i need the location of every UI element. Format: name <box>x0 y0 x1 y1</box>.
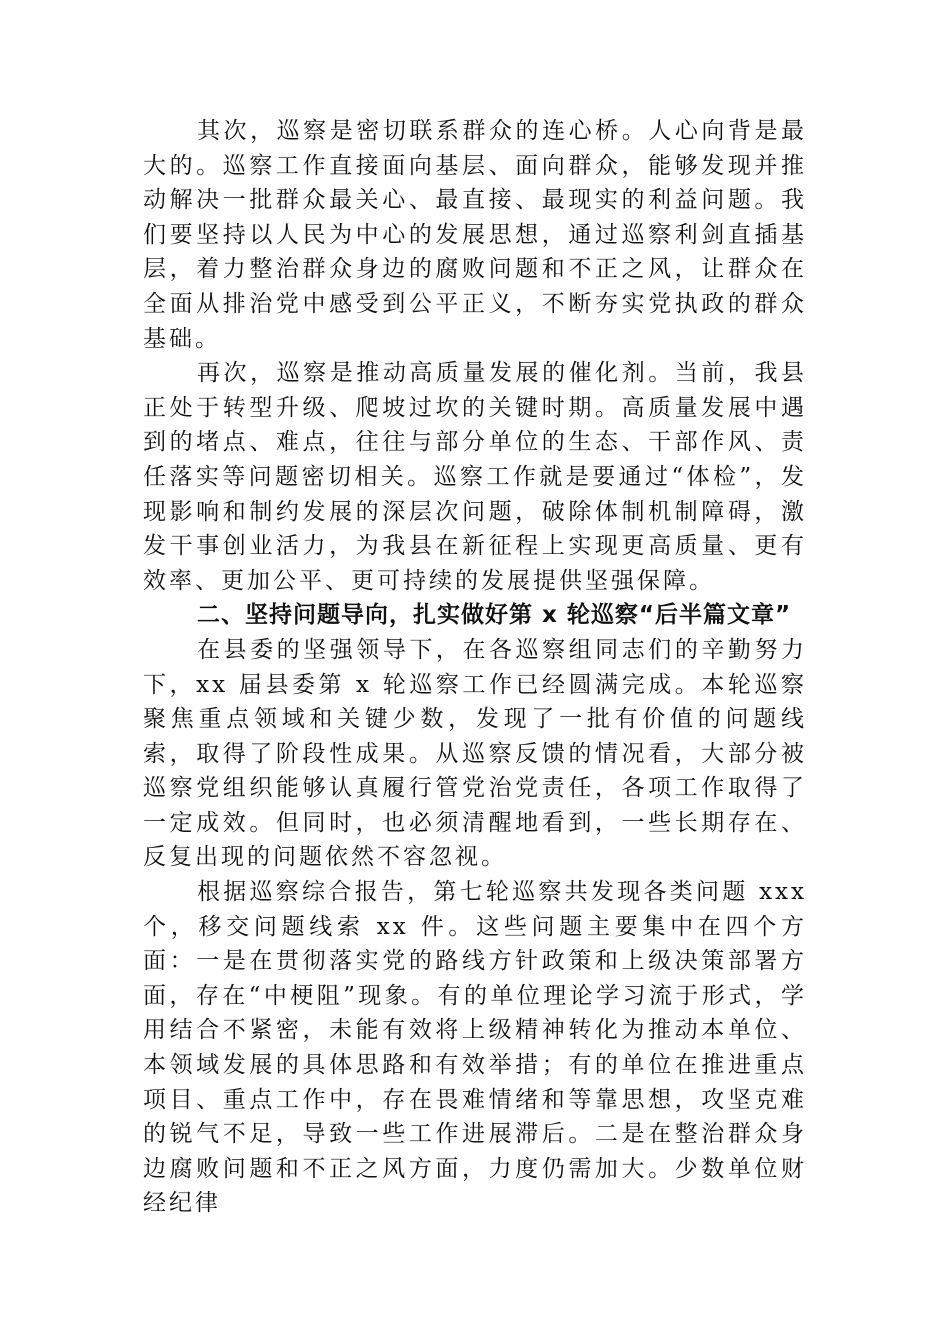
paragraph-report-findings: 根据巡察综合报告，第七轮巡察共发现各类问题 xxx 个，移交问题线索 xx 件。这些问题主要集中在四个方面：一是在贯彻落实党的路线方针政策和上级决策部署方面，存在“中梗阻”现象。有的单位理论学习流于形式，学用结合不紧密，未能有效将上级精神转化为推动本单位、本领域发展的具体思路和有效举措；有的单位在推进重点项目、重点工作中，存在畏难情绪和等靠思想，攻坚克难的锐气不足，导致一些工作进展滞后。二是在整治群众身边腐败问题和不正之风方面，力度仍需加大。少数单位财经纪律 <box>143 879 807 1217</box>
paragraph-second-point: 其次，巡察是密切联系群众的连心桥。人心向背是最大的。巡察工作直接面向基层、面向群众，能够发现并推动解决一批群众最关心、最直接、最现实的利益问题。我们要坚持以人民为中心的发展思想，通过巡察利剑直插基层，着力整治群众身边的腐败问题和不正之风，让群众在全面从排治党中感受到公平正义，不断夯实党执政的群众基础。 <box>143 118 807 352</box>
section-heading: 二、坚持问题导向，扎实做好第 x 轮巡察“后半篇文章” <box>197 602 792 629</box>
document-body <box>143 114 807 1221</box>
paragraph-third-point: 再次，巡察是推动高质量发展的催化剂。当前，我县正处于转型升级、爬坡过坎的关键时期。高质量发展中遇到的堵点、难点，往往与部分单位的生态、干部作风、责任落实等问题密切相关。巡察工作就是要通过“体检”，发现影响和制约发展的深层次问题，破除体制机制障碍，激发干事创业活力，为我县在新征程上实现更高质量、更有效率、更加公平、更可持续的发展提供坚强保障。 <box>143 360 807 594</box>
paragraph-inspection-summary: 在县委的坚强领导下，在各巡察组同志们的辛勤努力下，xx 届县委第 x 轮巡察工作已经圆满完成。本轮巡察聚焦重点领域和关键少数，发现了一批有价值的问题线索，取得了阶段性成果。从巡察反馈的情况看，大部分被巡察党组织能够认真履行管党治党责任，各项工作取得了一定成效。但同时，也必须清醒地看到，一些长期存在、反复出现的问题依然不容忽视。 <box>143 636 807 871</box>
